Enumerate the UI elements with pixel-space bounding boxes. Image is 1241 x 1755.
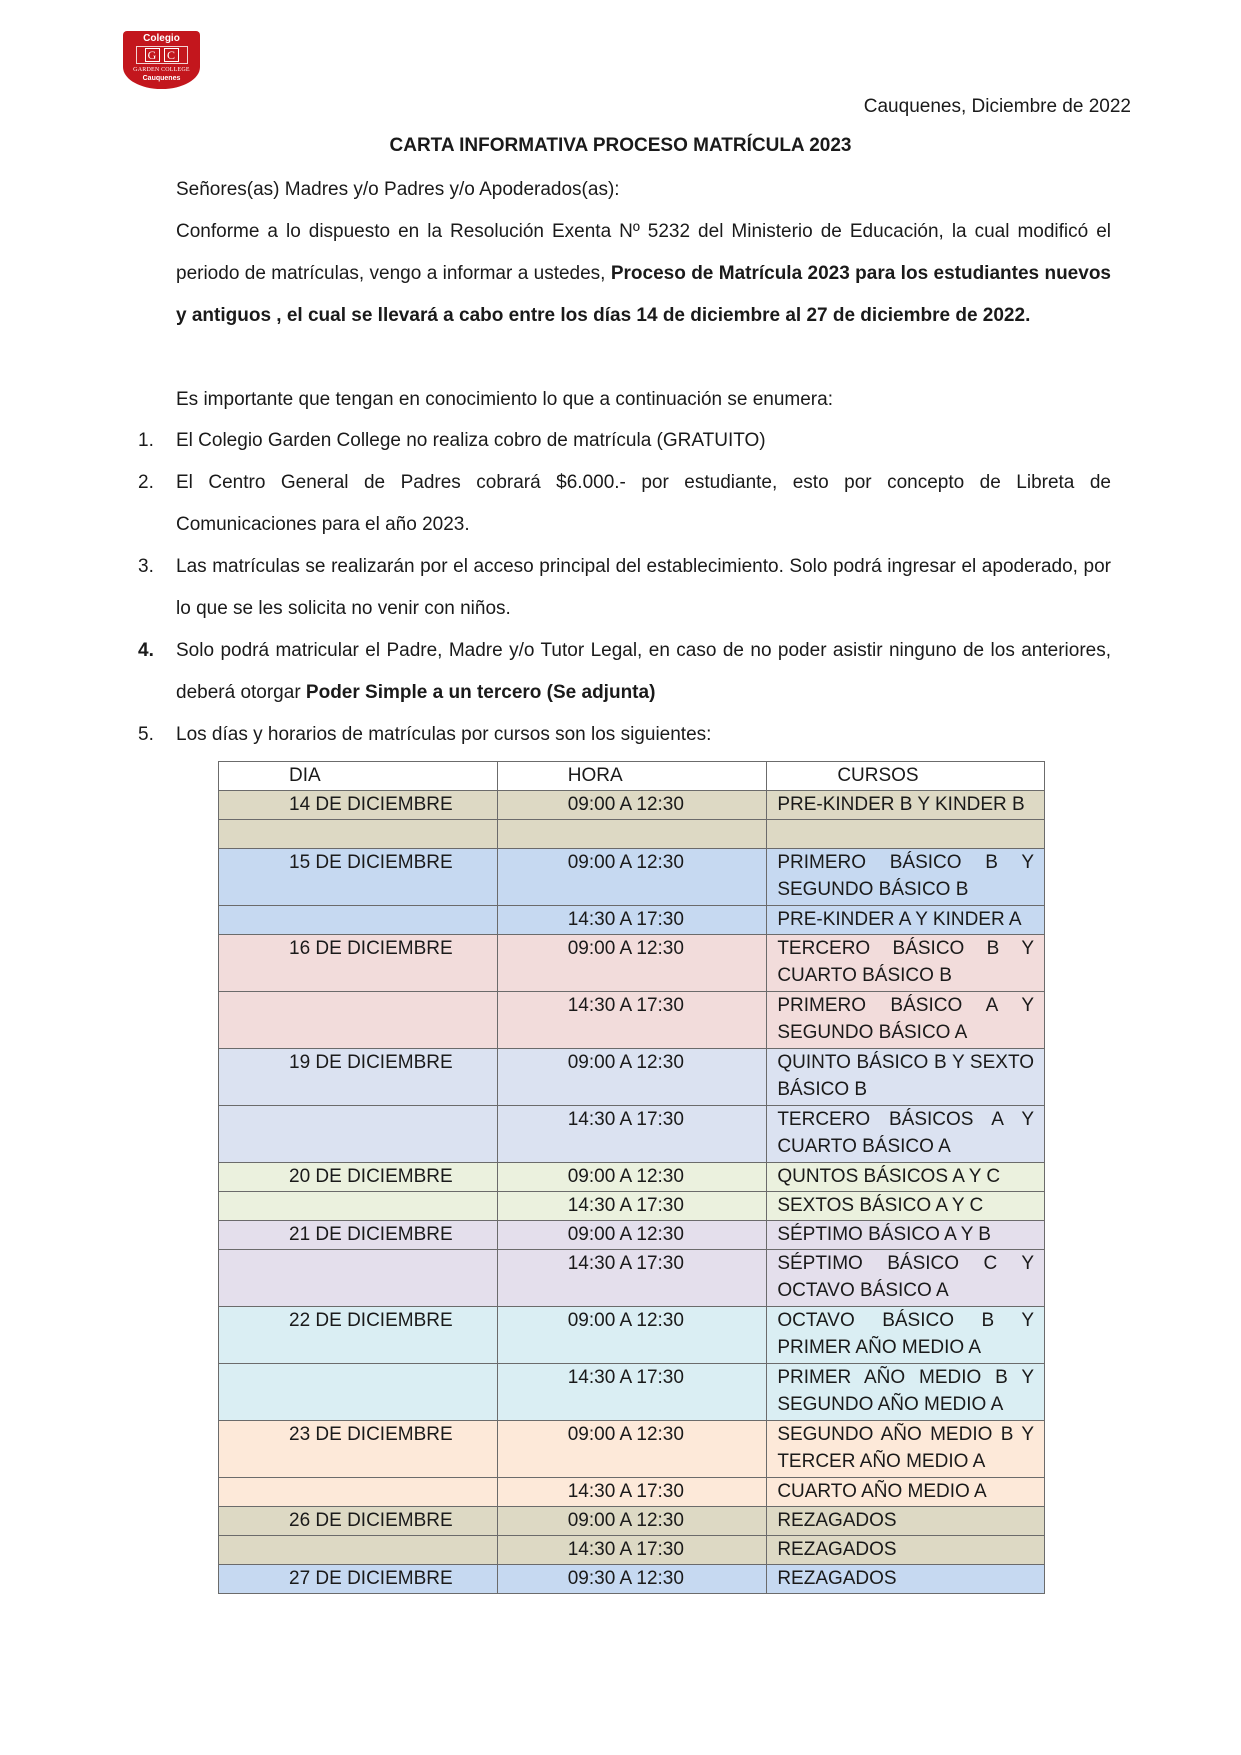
cell-dia — [219, 1536, 498, 1565]
cell-dia: 15 DE DICIEMBRE — [219, 849, 498, 906]
cell-cursos: PRE-KINDER B Y KINDER B — [767, 791, 1045, 820]
cell-dia — [219, 1106, 498, 1163]
cell-hora: 14:30 A 17:30 — [497, 906, 767, 935]
cell-hora: 14:30 A 17:30 — [497, 992, 767, 1049]
table-row — [219, 1536, 1045, 1565]
table-row — [219, 906, 1045, 935]
cell-hora: 09:00 A 12:30 — [497, 1507, 767, 1536]
cell-hora: 09:00 A 12:30 — [497, 935, 767, 992]
cell-hora: 14:30 A 17:30 — [497, 1364, 767, 1421]
cell-cursos: TERCERO BÁSICOS A Y CUARTO BÁSICO A — [767, 1106, 1045, 1163]
table-row — [219, 1049, 1045, 1106]
cell-hora: 14:30 A 17:30 — [497, 1250, 767, 1307]
list-item-text: Solo podrá matricular el Padre, Madre y/o Tutor Legal, en caso de no poder asistir ninguno de los anteriores, deberá otorgar — [176, 640, 1111, 703]
header-dia: DIA — [219, 762, 498, 791]
letter-date: Cauquenes, Diciembre de 2022 — [863, 96, 1131, 117]
list-item-number: 4. — [138, 640, 154, 661]
cell-cursos: REZAGADOS — [767, 1507, 1045, 1536]
cell-hora: 14:30 A 17:30 — [497, 1478, 767, 1507]
table-row — [219, 1163, 1045, 1192]
list-item-number: 3. — [138, 556, 154, 577]
table-row — [219, 1106, 1045, 1163]
logo-line-cauquenes: Cauquenes — [142, 75, 181, 82]
intro-paragraph-normal: Conforme a lo dispuesto en la Resolución Exenta Nº 5232 del Ministerio de Educación, la cual modificó el periodo de matrículas, vengo a informar a ustedes, — [176, 221, 1111, 284]
cell-cursos: QUINTO BÁSICO B Y SEXTO BÁSICO B — [767, 1049, 1045, 1106]
cell-cursos: PRIMERO BÁSICO B Y SEGUNDO BÁSICO B — [767, 849, 1045, 906]
table-row — [219, 791, 1045, 820]
logo-gc-emblem-icon — [136, 46, 188, 64]
table-row — [219, 1221, 1045, 1250]
table-row — [219, 1421, 1045, 1478]
list-item-number: 2. — [138, 472, 154, 493]
cell-cursos: REZAGADOS — [767, 1565, 1045, 1594]
logo-line-colegio: Colegio — [143, 33, 180, 44]
table-row — [219, 1565, 1045, 1594]
cell-dia — [219, 1478, 498, 1507]
cell-dia: 26 DE DICIEMBRE — [219, 1507, 498, 1536]
schedule-table — [218, 761, 1045, 1594]
cell-hora: 14:30 A 17:30 — [497, 1106, 767, 1163]
table-row — [219, 992, 1045, 1049]
cell-cursos: PRIMER AÑO MEDIO B Y SEGUNDO AÑO MEDIO A — [767, 1364, 1045, 1421]
logo-letter-c: C — [164, 48, 179, 62]
cell-hora: 09:00 A 12:30 — [497, 1421, 767, 1478]
salutation: Señores(as) Madres y/o Padres y/o Apoderados(as): — [176, 179, 620, 200]
cell-cursos: SEXTOS BÁSICO A Y C — [767, 1192, 1045, 1221]
list-item — [138, 714, 1111, 756]
list-item-text: Los días y horarios de matrículas por cursos son los siguientes: — [176, 724, 712, 745]
list-item-text: El Colegio Garden College no realiza cobro de matrícula (GRATUITO) — [176, 430, 766, 451]
cell-dia: 22 DE DICIEMBRE — [219, 1307, 498, 1364]
cell-hora: 09:00 A 12:30 — [497, 791, 767, 820]
cell-cursos — [767, 820, 1045, 849]
cell-hora: 09:00 A 12:30 — [497, 849, 767, 906]
cell-cursos: TERCERO BÁSICO B Y CUARTO BÁSICO B — [767, 935, 1045, 992]
cell-cursos: SÉPTIMO BÁSICO C Y OCTAVO BÁSICO A — [767, 1250, 1045, 1307]
cell-cursos: PRE-KINDER A Y KINDER A — [767, 906, 1045, 935]
cell-dia: 14 DE DICIEMBRE — [219, 791, 498, 820]
cell-dia: 27 DE DICIEMBRE — [219, 1565, 498, 1594]
intro-paragraph-bold: Proceso de Matrícula 2023 para los estudiantes nuevos y antiguos , el cual se llevará a cabo entre los días 14 de diciembre al 27 de diciembre de 2022. — [176, 263, 1111, 326]
cell-dia: 16 DE DICIEMBRE — [219, 935, 498, 992]
table-row — [219, 1307, 1045, 1364]
cell-hora: 09:00 A 12:30 — [497, 1307, 767, 1364]
intro-paragraph — [176, 211, 1111, 337]
cell-hora: 09:30 A 12:30 — [497, 1565, 767, 1594]
cell-hora — [497, 820, 767, 849]
logo-letter-g: G — [145, 48, 160, 62]
letter-title: CARTA INFORMATIVA PROCESO MATRÍCULA 2023 — [389, 135, 852, 156]
table-row — [219, 1364, 1045, 1421]
cell-hora: 14:30 A 17:30 — [497, 1536, 767, 1565]
table-row — [219, 1478, 1045, 1507]
list-item-text: Las matrículas se realizarán por el acceso principal del establecimiento. Solo podrá ingresar el apoderado, por lo que se les solicita no venir con niños. — [176, 556, 1111, 619]
cell-dia — [219, 820, 498, 849]
cell-dia — [219, 1250, 498, 1307]
cell-dia — [219, 992, 498, 1049]
cell-dia: 21 DE DICIEMBRE — [219, 1221, 498, 1250]
cell-hora: 09:00 A 12:30 — [497, 1163, 767, 1192]
cell-cursos: REZAGADOS — [767, 1536, 1045, 1565]
cell-hora: 14:30 A 17:30 — [497, 1192, 767, 1221]
cell-hora: 09:00 A 12:30 — [497, 1049, 767, 1106]
cell-dia: 20 DE DICIEMBRE — [219, 1163, 498, 1192]
table-row — [219, 820, 1045, 849]
list-item-text: El Centro General de Padres cobrará $6.000.- por estudiante, esto por concepto de Libreta de Comunicaciones para el año 2023. — [176, 472, 1111, 535]
cell-dia: 19 DE DICIEMBRE — [219, 1049, 498, 1106]
list-item — [138, 546, 1111, 630]
cell-cursos: SÉPTIMO BÁSICO A Y B — [767, 1221, 1045, 1250]
cell-cursos: OCTAVO BÁSICO B Y PRIMER AÑO MEDIO A — [767, 1307, 1045, 1364]
cell-cursos: CUARTO AÑO MEDIO A — [767, 1478, 1045, 1507]
table-row — [219, 935, 1045, 992]
list-item-bold-text: Poder Simple a un tercero (Se adjunta) — [305, 682, 656, 703]
list-item-number: 5. — [138, 724, 154, 745]
list-item-number: 1. — [138, 430, 154, 451]
cell-dia — [219, 906, 498, 935]
cell-dia — [219, 1192, 498, 1221]
cell-cursos: PRIMERO BÁSICO A Y SEGUNDO BÁSICO A — [767, 992, 1045, 1049]
cell-dia — [219, 1364, 498, 1421]
header-hora: HORA — [497, 762, 767, 791]
cell-cursos: SEGUNDO AÑO MEDIO B Y TERCER AÑO MEDIO A — [767, 1421, 1045, 1478]
school-logo — [123, 31, 200, 89]
table-row — [219, 1507, 1045, 1536]
header-cursos: CURSOS — [767, 762, 1045, 791]
cell-cursos: QUNTOS BÁSICOS A Y C — [767, 1163, 1045, 1192]
table-row — [219, 1250, 1045, 1307]
list-item — [138, 420, 1111, 462]
table-row — [219, 849, 1045, 906]
cell-hora: 09:00 A 12:30 — [497, 1221, 767, 1250]
list-intro: Es importante que tengan en conocimiento lo que a continuación se enumera: — [176, 389, 833, 410]
logo-line-garden-college: GARDEN COLLEGE — [133, 67, 190, 73]
table-header-row — [219, 762, 1045, 791]
table-row — [219, 1192, 1045, 1221]
list-item — [138, 462, 1111, 546]
list-item — [138, 630, 1111, 714]
cell-dia: 23 DE DICIEMBRE — [219, 1421, 498, 1478]
numbered-list — [138, 420, 1111, 756]
